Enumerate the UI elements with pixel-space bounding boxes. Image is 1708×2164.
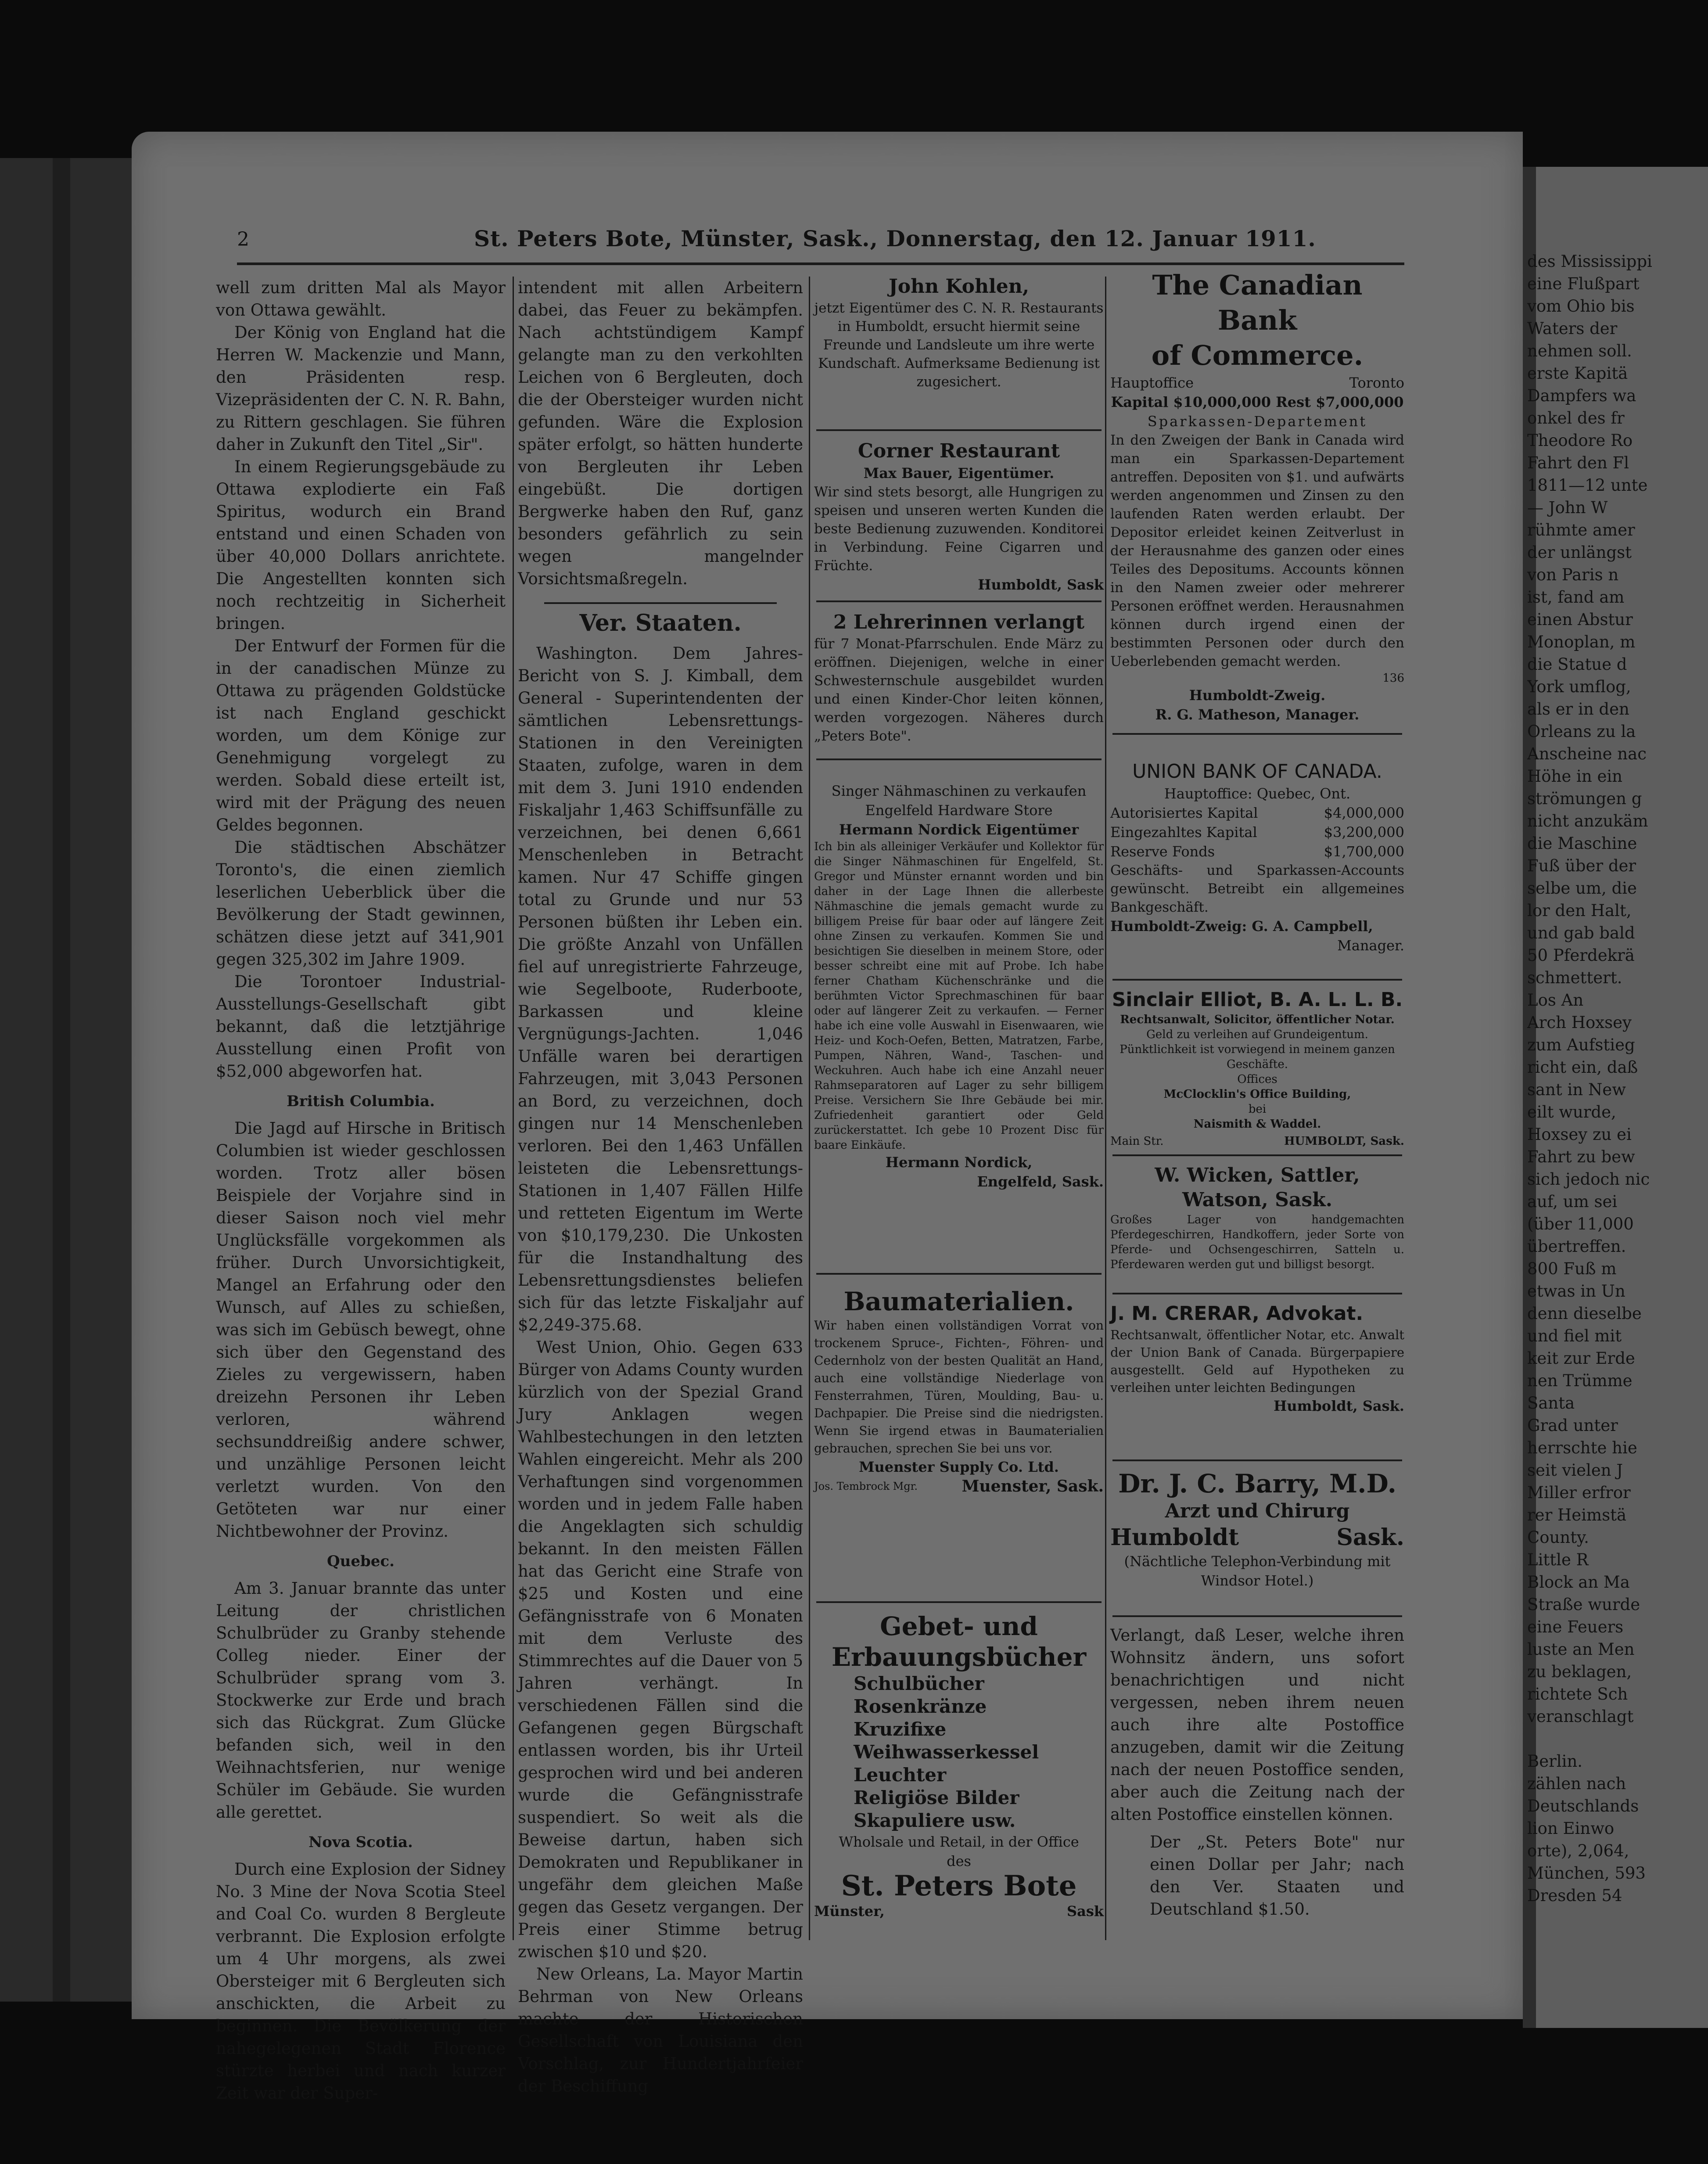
ad-text: Geld zu verleihen auf Grundeigentum. Pünktlichkeit ist vorwiegend in meinem ganzen Geschäfte. — [1120, 1028, 1395, 1071]
ad-owner: Max Bauer, Eigentümer. — [863, 465, 1055, 482]
facing-page-line: eilt wurde, — [1527, 1103, 1616, 1122]
ad-line: Engelfeld Hardware Store — [865, 802, 1053, 819]
ad-text: Großes Lager von handgemachten Pferdegeschirren, Handkoffern, jeder Sorte von Pferde- und Ochsengeschirren, Satteln u. Pferdewaren werden gut und billigst besorgt. — [1110, 1213, 1404, 1271]
ad-signature: Engelfeld, Sask. — [977, 1173, 1104, 1190]
ad-corner-restaurant — [814, 439, 1104, 594]
ad-place: Sask — [1066, 1903, 1104, 1920]
facing-page-line: Block an Ma — [1527, 1573, 1630, 1592]
facing-page-line: eine Feuers — [1527, 1618, 1624, 1636]
ad-title: Corner Restaurant — [858, 440, 1060, 462]
paragraph: Der König von England hat die Herren W. Mackenzie und Mann, den Präsidenten resp. Vizepräsidenten der C. N. R. Bahn, zu Rittern geschlagen. Sie führen daher in Zukunft den Titel „Sir". — [216, 323, 506, 454]
paragraph: intendent mit allen Arbeitern dabei, das Feuer zu bekämpfen. Nach achtstündigem Kampf gelangte man zu den verkohlten Leichen von 6 Bergleuten, doch die der Obersteiger wurden nicht gefunden. Wäre die Explosion später erfolgt, so hätten hunderte von Bergleuten ihr Leben eingebüßt. Die dortigen Bergwerke haben den Ruf, ganz besonders gefährlich zu sein wegen mangelnder Vorsichtsmaßregeln. — [518, 278, 803, 588]
facing-page-line: onkel des fr — [1527, 409, 1625, 428]
facing-page-line: nicht anzukäm — [1527, 812, 1648, 830]
facing-page-line: Santa — [1527, 1394, 1575, 1413]
ad-line: Singer Nähmaschinen zu verkaufen — [831, 783, 1087, 799]
ad-title: UNION BANK OF CANADA. — [1132, 760, 1382, 783]
ad-title: Baumaterialien. — [843, 1287, 1074, 1316]
ad-item: Schulbücher — [854, 1673, 984, 1694]
facing-page-line: vom Ohio bis — [1527, 297, 1635, 316]
ad-dept: Sparkassen-Departement — [1147, 413, 1367, 430]
ad-row-label: Autorisiertes Kapital — [1110, 805, 1258, 821]
ad-place: Humboldt, Sask — [978, 576, 1104, 593]
section-heading-quebec: Quebec. — [327, 1553, 395, 1570]
ad-street: Main Str. — [1110, 1135, 1164, 1148]
ornament-divider — [544, 602, 777, 604]
facing-page-line: strömungen g — [1527, 789, 1642, 808]
ad-footer: Wholsale und Retail, in der Office — [839, 1833, 1079, 1850]
paragraph: Die Torontoer Industrial-Ausstellungs-Gesellschaft gibt bekannt, daß die letztjährige Ausstellung einen Profit von $52,000 abgeworfen hat. — [216, 972, 506, 1081]
ad-baumaterialien — [814, 1286, 1104, 1496]
section-heading-us: Ver. Staaten. — [579, 610, 742, 636]
ad-text: für 7 Monat-Pfarrschulen. Ende März zu eröffnen. Diejenigen, welche in einer Schwesternschule ausgebildet wurden und einen Kinder-Chor leiten können, werden vorgezogen. Näheres durch „Peters Bote". — [814, 636, 1104, 744]
facing-page-line: und fiel mit — [1527, 1326, 1622, 1345]
facing-page-line: Deutschlands — [1527, 1797, 1639, 1815]
ad-capital-row — [1110, 823, 1404, 842]
ad-text: Verlangt, daß Leser, welche ihren Wohnsitz ändern, uns sofort benachrichtigen und nicht vergessen, neben ihrem neuen auch ihre alte Postoffice anzugeben, damit wir die Zeitung nach der neuen Postoffice senden, aber auch die Zeitung nach der alten Postoffice einstellen können. — [1110, 1626, 1404, 1824]
facing-page-line: lion Einwo — [1527, 1819, 1615, 1838]
ad-subtitle: Arzt und Chirurg — [1165, 1500, 1350, 1522]
ad-row-value: $4,000,000 — [1324, 805, 1404, 821]
facing-page-line: Little R — [1527, 1550, 1589, 1569]
ad-dr-barry — [1110, 1468, 1404, 1590]
ad-manager: R. G. Matheson, Manager. — [1155, 706, 1360, 723]
paragraph: Washington. Dem Jahres-Bericht von S. J. Kimball, dem General - Superintendenten der sämtlichen Lebensrettungs-Stationen in den Vereinigten Staaten, zufolge, waren in dem mit dem 3. Juni 1910 endenden Fiskaljahr 1,463 Schiffsunfälle zu verzeichnen, bei denen 6,661 Menschenleben in Betracht kamen. Nur 47 Schiffe gingen total zu Grunde und nur 53 Personen büßten ihr Leben ein. Die größte Anzahl von Unfällen fiel auf unregistrierte Fahrzeuge, wie Segelboote, Ruderboote, Barkassen und kleine Vergnügungs-Jachten. 1,046 Unfälle waren bei derartigen Fahrzeugen, mit 3,043 Personen an Bord, zu verzeichnen, doch gingen nur 14 Menschenleben verloren. Bei den 1,463 Unfällen leisteten die Lebensrettungs-Stationen in 1,407 Fällen Hilfe und retteten Eigentum im Werte von $10,179,230. Die Unkosten für die Instandhaltung des Lebensrettungsdienstes beliefen sich für das letzte Fiskaljahr auf $2,249-375.68. — [518, 644, 803, 1334]
facing-page-line: etwas in Un — [1527, 1282, 1625, 1301]
facing-page-line: lor den Halt, — [1527, 901, 1632, 920]
ad-city-left: Humboldt — [1110, 1524, 1239, 1551]
facing-page-line: sant in New — [1527, 1080, 1626, 1099]
ad-text: (Nächtliche Telephon-Verbindung mit Windsor Hotel.) — [1124, 1553, 1391, 1589]
facing-page-line: auf, um sei — [1527, 1192, 1618, 1211]
facing-page-line: Waters der — [1527, 319, 1618, 338]
ad-newspaper-name: St. Peters Bote — [841, 1869, 1077, 1902]
facing-page-line: seit vielen J — [1527, 1461, 1623, 1480]
facing-page-line: Theodore Ro — [1527, 431, 1633, 450]
facing-page-line: Arch Hoxsey — [1527, 1013, 1632, 1032]
facing-page-line: Grad unter — [1527, 1416, 1618, 1435]
ad-city-right: Sask. — [1336, 1524, 1404, 1551]
ad-city: Humboldt, Sask. — [1274, 1398, 1404, 1414]
facing-page-line: zählen nach — [1527, 1774, 1626, 1793]
ad-text: Ich bin als alleiniger Verkäufer und Kollektor für die Singer Nähmaschinen für Engelfeld, St. Gregor und Münster ernannt worden und bin daher in der Lage Ihnen die allerbeste Nähmaschine die jemals gemacht wurde zu billigem Preise für baar oder auf längere Zeit ohne Zinsen zu verkaufen. Kommen Sie und besichtigen Sie dieselben in meinem Store, oder besser schreibt eine mit auf Probe. Ich habe ferner Chatham Küchenschränke und die berühmten Victor Sprechmaschinen für baar oder auf längerer Zeit zu verkaufen. — Ferner habe ich eine volle Auswahl in Eisenwaaren, wie Heiz- und Koch-Oefen, Betten, Matratzen, Farbe, Pumpen, Nähren, Wand-, Taschen- und Weckuhren. Auch habe ich eine Anzahl neuer Rahmseparatoren auf Lager zu sehr billigem Preise. Versichern Sie Ihre Gebäude bei mir. Zufriedenheit garantiert oder Geld zurückerstattet. Ich gebe 10 Prozent Disc für baare Einkäufe. — [814, 840, 1104, 1152]
facing-page-line: richt ein, daß — [1527, 1058, 1638, 1077]
ad-place: Muenster, Sask. — [962, 1477, 1104, 1495]
book-spine-edge — [0, 158, 147, 2002]
facing-page-line: übertreffen. — [1527, 1237, 1626, 1256]
ad-offices: Offices — [1237, 1073, 1277, 1086]
section-heading-bc: British Columbia. — [287, 1093, 435, 1110]
ad-nordick — [814, 781, 1104, 1191]
ad-separator — [816, 1273, 1102, 1275]
ad-title: 2 Lehrerinnen verlangt — [833, 611, 1085, 633]
ad-gebet-buecher — [814, 1611, 1104, 1921]
facing-page-line: Fuß über der — [1527, 856, 1636, 875]
facing-page-line: York umflog, — [1527, 677, 1631, 696]
facing-page-line: rühmte amer — [1527, 521, 1635, 539]
ad-lehrerinnen — [814, 610, 1104, 745]
ad-title: Gebet- und Erbauungsbücher — [831, 1611, 1087, 1672]
ad-firm: Naismith & Waddel. — [1193, 1118, 1321, 1131]
facing-page-line: selbe um, die — [1527, 879, 1637, 898]
facing-page-line: Monoplan, m — [1527, 633, 1636, 651]
facing-page-line: und gab bald — [1527, 924, 1635, 942]
facing-page-line: Los An — [1527, 991, 1584, 1010]
ad-separator — [1112, 1615, 1402, 1617]
facing-page-text — [1527, 250, 1703, 1907]
facing-page-line: Miller erfror — [1527, 1483, 1631, 1502]
column-divider — [1105, 277, 1106, 1940]
facing-page-line: die Statue d — [1527, 655, 1627, 674]
paragraph: Die städtischen Abschätzer Toronto's, die einen ziemlich leserlichen Ueberblick über die Bevölkerung der Stadt gewinnen, schätzen diese jetzt auf 341,901 gegen 325,302 im Jahre 1909. — [216, 838, 506, 969]
ad-separator — [1112, 1459, 1402, 1461]
facing-page-line: orte), 2,064, — [1527, 1841, 1629, 1860]
ad-capital-row — [1110, 842, 1404, 861]
facing-page-line: nehmen soll. — [1527, 341, 1632, 360]
ad-hq-city: Toronto — [1349, 374, 1404, 391]
ad-text: Rechtsanwalt, öffentlicher Notar, etc. Anwalt der Union Bank of Canada. Bürgerpapiere ausgestellt. Geld auf Hypotheken zu verleihen unter leichten Bedingungen — [1110, 1327, 1404, 1395]
facing-page-line: einen Abstur — [1527, 610, 1633, 629]
ad-title: J. M. CRERAR, Advokat. — [1110, 1302, 1364, 1325]
ad-manager: Jos. Tembrock Mgr. — [814, 1480, 918, 1492]
header-rule — [237, 262, 1404, 265]
ad-separator — [816, 429, 1102, 431]
ad-building: McClocklin's Office Building, — [1163, 1088, 1351, 1101]
ad-row-value: $1,700,000 — [1324, 843, 1404, 860]
ad-separator — [1112, 979, 1402, 981]
paragraph: Der Entwurf der Formen für die in der canadischen Münze zu Ottawa zu prägenden Goldstücke ist nach England geschickt worden, um dem Könige zur Genehmigung vorgelegt zu werden. Sobald diese erteilt ist, wird mit der Prägung des neuen Geldes begonnen. — [216, 636, 506, 834]
facing-page-line: schmettert. — [1527, 968, 1622, 987]
ad-subscription-text: Der „St. Peters Bote" nur einen Dollar per Jahr; nach den Ver. Staaten und Deutschland $1.50. — [1150, 1833, 1404, 1919]
ad-item: Kruzifixe — [854, 1718, 947, 1740]
page-header — [237, 219, 1404, 263]
ad-number: 136 — [1382, 672, 1404, 685]
facing-page-line: 50 Pferdekrä — [1527, 946, 1635, 965]
facing-page-line: 1811—12 unte — [1527, 476, 1648, 495]
facing-page-line: richtete Sch — [1527, 1685, 1628, 1704]
paragraph: Die Jagd auf Hirsche in Britisch Columbien ist wieder geschlossen worden. Trotz aller bösen Beispiele der Vorjahre sind in dieser Saison noch viel mehr Unglücksfälle vorgekommen als früher. Durch Unvorsichtigkeit, Mangel an Erfahrung oder den Wunsch, auf Alles zu schießen, was sich im Gebüsch bewegt, ohne sich über den Gegenstand des Zieles zu vergewissern, haben dreizehn Personen ihr Leben verloren, während sechsunddreißig andere schwer, und unzählige Personen leicht verletzt wurden. Von den Getöteten war nur einer Nichtbewohner der Provinz. — [216, 1119, 506, 1541]
ad-manager: Manager. — [1337, 937, 1404, 954]
column-2 — [518, 277, 803, 2097]
ad-row-label: Eingezahltes Kapital — [1110, 824, 1257, 841]
ad-title: W. Wicken, Sattler, — [1155, 1164, 1360, 1186]
facing-page-line — [1527, 1728, 1703, 1750]
ad-text: Wir haben einen vollständigen Vorrat von trockenem Spruce-, Fichten-, Föhren- und Cedernholz von der besten Qualität an Hand, auch eine vollständige Niederlage von Fensterrahmen, Türen, Moulding, Bau- u. Dachpapier. Die Preise sind die niedrigsten. Wenn Sie irgend etwas in Baumaterialien gebrauchen, sprechen Sie bei uns vor. — [814, 1318, 1104, 1456]
ad-branch: Humboldt-Zweig. — [1189, 687, 1326, 704]
facing-page-line: als er in den — [1527, 700, 1629, 719]
column-1 — [216, 277, 506, 2104]
ad-city-row — [1110, 1524, 1404, 1552]
paragraph: In einem Regierungsgebäude zu Ottawa explodierte ein Faß Spiritus, wodurch ein Brand entstand und einen Schaden von über 40,000 Dollars anrichtete. Die Angestellten konnten sich noch rechtzeitig in Sicherheit bringen. — [216, 457, 506, 633]
facing-page-line: County. — [1527, 1528, 1589, 1547]
facing-page-line: Dampfers wa — [1527, 386, 1636, 405]
facing-page-line: veranschlagt — [1527, 1707, 1634, 1726]
ad-john-kohlen — [814, 274, 1104, 391]
ad-city: HUMBOLDT, Sask. — [1284, 1135, 1404, 1148]
ad-hq: Hauptoffice: Quebec, Ont. — [1164, 785, 1351, 802]
ad-company: Muenster Supply Co. Ltd. — [859, 1459, 1059, 1475]
ad-item: Weihwasserkessel — [854, 1741, 1039, 1763]
facing-page-line: eine Flußpart — [1527, 274, 1640, 293]
ad-wicken — [1110, 1163, 1404, 1272]
paragraph: Durch eine Explosion der Sidney No. 3 Mine der Nova Scotia Steel and Coal Co. wurden 8 Bergleute verbrannt. Die Explosion erfolgte um 4 Uhr morgens, als zwei Obersteiger mit 6 Bergleuten sich anschickten, die Arbeit zu beginnen. Die Bevölkerung der nahegelegenen Stadt Florence stürzte herbei und nach kurzer Zeit war der Super- — [216, 1860, 506, 2103]
facing-page-line: Berlin. — [1527, 1752, 1583, 1771]
ad-separator — [1112, 733, 1402, 735]
ad-separator — [816, 758, 1102, 760]
facing-page-line: denn dieselbe — [1527, 1304, 1642, 1323]
facing-page-line: (über 11,000 — [1527, 1215, 1634, 1233]
ad-title: The Canadian Bank — [1152, 269, 1363, 336]
ad-item: Religiöse Bilder — [854, 1787, 1019, 1808]
ad-row-value: $3,200,000 — [1324, 824, 1404, 841]
ad-union-bank — [1110, 759, 1404, 955]
facing-page-line: Fahrt zu bew — [1527, 1147, 1635, 1166]
ad-sinclair-elliot — [1110, 988, 1404, 1151]
spine-ridge — [53, 158, 70, 2002]
ad-canadian-bank — [1110, 268, 1404, 724]
ad-subtitle: Watson, Sask. — [1182, 1189, 1333, 1211]
ad-separator — [1112, 1154, 1402, 1156]
ad-text: jetzt Eigentümer des C. N. R. Restaurants in Humboldt, ersucht hiermit seine Freunde und Landsleute um ihre werte Kundschaft. Aufmerksame Bedienung ist zugesichert. — [814, 300, 1104, 390]
ad-items — [814, 1672, 1104, 1832]
facing-page-line: — John W — [1527, 498, 1608, 517]
ad-hq-row — [1110, 373, 1404, 392]
ad-capital: Kapital $10,000,000 Rest $7,000,000 — [1111, 394, 1404, 410]
facing-page-line: Dresden 54 — [1527, 1886, 1622, 1905]
ad-place: Münster, — [814, 1903, 885, 1920]
facing-page-line: nen Trümme — [1527, 1371, 1633, 1390]
masthead-title: St. Peters Bote, Münster, Sask., Donnerstag, den 12. Januar 1911. — [474, 226, 1316, 252]
paragraph: West Union, Ohio. Gegen 633 Bürger von Adams County wurden kürzlich von der Spezial Grand Jury Anklagen wegen Wahlbestechungen in den letzten Wahlen eingereicht. Mehr als 200 Verhaftungen sind vorgenommen worden und in jedem Falle haben die Angeklagten sich schuldig bekannt. In den meisten Fällen hat das Gericht eine Strafe von $25 und Kosten und eine Gefängnisstrafe von 6 Monaten mit dem Verluste des Stimmrechtes auf die Dauer von 5 Jahren verhängt. In verschiedenen Fällen sind die Gefangenen gegen Bürgschaft entlassen worden, bis ihr Urteil gesprochen wird und bei anderen wurde die Gefängnisstrafe suspendiert. So weit als die Beweise dartun, haben sich Demokraten und Republikaner in ungefähr dem gleichen Maße gegen das Gesetz vergangen. Der Preis einer Stimme betrug zwischen $10 und $20. — [518, 1338, 803, 1961]
ad-address-row — [1110, 1132, 1404, 1151]
facing-page-line: luste an Men — [1527, 1640, 1635, 1659]
facing-page-line: Hoxsey zu ei — [1527, 1125, 1632, 1144]
facing-page-line: Höhe in ein — [1527, 767, 1623, 786]
facing-page-line: des Mississippi — [1527, 252, 1652, 271]
ad-verlangt — [1110, 1624, 1404, 1920]
facing-page-line: rer Heimstä — [1527, 1506, 1627, 1524]
ad-separator — [816, 1601, 1102, 1603]
facing-page-line: herrschte hie — [1527, 1438, 1637, 1457]
paragraph: Am 3. Januar brannte das unter Leitung der christlichen Schulbrüder zu Granby stehende Colleg nieder. Einer der Schulbrüder sprang vom 3. Stockwerke zur Erde und brach sich das Rückgrat. Zum Glücke befanden sich, weil in den Weihnachtsferien, nur wenige Schüler im Gebäude. Sie wurden alle gerettet. — [216, 1579, 506, 1822]
ad-line: Hermann Nordick Eigentümer — [839, 821, 1079, 838]
paragraph: well zum dritten Mal als Mayor von Ottawa gewählt. — [216, 278, 506, 320]
ad-title: of Commerce. — [1151, 339, 1364, 371]
facing-page-line: zu beklagen, — [1527, 1662, 1632, 1681]
ad-footer-row — [814, 1477, 1104, 1496]
ad-text: Rechtsanwalt, Solicitor, öffentlicher Notar. — [1120, 1013, 1395, 1026]
facing-page-line: die Maschine — [1527, 834, 1637, 853]
ad-row-label: Reserve Fonds — [1110, 843, 1215, 860]
ad-text: Wir sind stets besorgt, alle Hungrigen zu speisen und unseren werten Kunden die beste Bedienung zuzuwenden. Konditorei in Verbindung. Feine Cigarren und Früchte. — [814, 484, 1104, 574]
ad-hq-label: Hauptoffice — [1110, 374, 1194, 391]
ad-item: Leuchter — [854, 1764, 947, 1786]
ad-separator — [816, 600, 1102, 602]
ad-capital-row — [1110, 803, 1404, 823]
ad-signature: Hermann Nordick, — [885, 1154, 1033, 1171]
ad-text: Geschäfts- und Sparkassen-Accounts gewünscht. Betreibt ein allgemeines Bankgeschäft. — [1110, 863, 1404, 915]
ad-branch: Humboldt-Zweig: G. A. Campbell, — [1110, 918, 1373, 935]
column-divider — [809, 277, 810, 1940]
ad-separator — [1112, 1293, 1402, 1294]
facing-page-line: Anscheine nac — [1527, 744, 1647, 763]
facing-page-line: Straße wurde — [1527, 1595, 1640, 1614]
page-number: 2 — [237, 228, 249, 251]
facing-page-line: 800 Fuß m — [1527, 1259, 1617, 1278]
ad-footer-row — [814, 1902, 1104, 1921]
ad-bei: bei — [1248, 1103, 1267, 1116]
paragraph: New Orleans, La. Mayor Martin Behrman von New Orleans machte der Historischen Gesellschaft von Louisiana den Vorschlag, zur Hundertjahrfeier der Beschiffung — [518, 1965, 803, 2096]
facing-page-line: keit zur Erde — [1527, 1349, 1635, 1368]
facing-page-line: Orleans zu la — [1527, 722, 1636, 741]
facing-page-line: der unlängst — [1527, 543, 1632, 562]
ad-title: Dr. J. C. Barry, M.D. — [1118, 1469, 1396, 1499]
ad-title: Sinclair Elliot, B. A. L. L. B. — [1112, 989, 1403, 1011]
ad-crerar — [1110, 1301, 1404, 1416]
facing-page-line: sich jedoch nic — [1527, 1170, 1650, 1189]
facing-page-line: zum Aufstieg — [1527, 1035, 1635, 1054]
ad-title: John Kohlen, — [888, 275, 1030, 298]
facing-page-line: erste Kapitä — [1527, 364, 1628, 383]
ad-text: In den Zweigen der Bank in Canada wird man ein Sparkassen-Departement antreffen. Depositen von $1. und aufwärts werden angenommen und Zinsen zu den laufenden Raten werden erlaubt. Der Depositor erleidet keinen Zeitverlust in der Herausnahme des ganzen oder eines Teiles des Depositums. Accounts können in den Namen zweier oder mehrerer Personen eröffnet werden. Herausnahmen können durch irgend einen der bestimmten Personen oder durch den Ueberlebenden gemacht werden. — [1110, 432, 1404, 669]
facing-page-line: ist, fand am — [1527, 588, 1625, 607]
section-heading-nova-scotia: Nova Scotia. — [309, 1833, 413, 1851]
ad-des: des — [947, 1853, 971, 1869]
facing-page-line: Fahrt den Fl — [1527, 453, 1629, 472]
facing-page-line: München, 593 — [1527, 1864, 1646, 1883]
ad-item: Skapuliere usw. — [854, 1810, 1016, 1831]
column-divider — [513, 277, 514, 1940]
facing-page-line: von Paris n — [1527, 565, 1619, 584]
ad-item: Rosenkränze — [854, 1696, 987, 1717]
